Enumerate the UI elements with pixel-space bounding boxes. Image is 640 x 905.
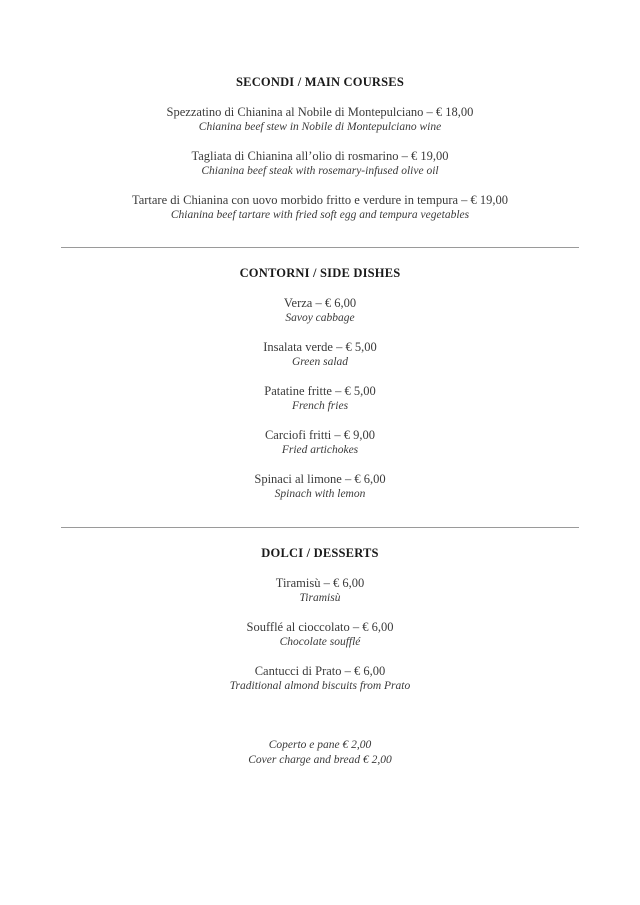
item-description: Tiramisù [299,592,341,604]
item-description: Chianina beef stew in Nobile di Montepulciano wine [198,121,442,133]
menu-item [0,296,640,325]
item-name: Carciofi fritti – € 9,00 [264,428,376,442]
item-name: Cantucci di Prato – € 6,00 [254,664,386,678]
item-name: Patatine fritte – € 5,00 [264,384,376,398]
menu-item [0,428,640,457]
item-description: Traditional almond biscuits from Prato [229,680,411,692]
item-description: Savoy cabbage [285,312,355,324]
section-title-main-courses: SECONDI / MAIN COURSES [236,75,404,89]
item-description: Chocolate soufflé [279,636,361,648]
menu-item [0,472,640,501]
section-title-desserts: DOLCI / DESSERTS [261,546,379,560]
cover-charge-english: Cover charge and bread € 2,00 [248,754,392,766]
cover-charge-italian: Coperto e pane € 2,00 [268,739,372,751]
cover-charge-note [0,738,640,768]
item-name: Spinaci al limone – € 6,00 [254,472,386,486]
item-name: Soufflé al cioccolato – € 6,00 [246,620,394,634]
item-name: Insalata verde – € 5,00 [263,340,377,354]
menu-item [0,576,640,605]
menu-item [0,340,640,369]
item-name: Verza – € 6,00 [283,296,357,310]
item-description: Spinach with lemon [274,488,366,500]
section-divider [61,247,579,248]
item-description: French fries [291,400,349,412]
item-name: Spezzatino di Chianina al Nobile di Montepulciano – € 18,00 [166,105,474,119]
item-description: Chianina beef steak with rosemary-infused olive oil [201,165,439,177]
item-description: Green salad [291,356,349,368]
item-description: Chianina beef tartare with fried soft egg and tempura vegetables [170,209,470,221]
section-title-side-dishes: CONTORNI / SIDE DISHES [239,266,401,280]
menu-item [0,149,640,178]
menu-item [0,620,640,649]
item-description: Fried artichokes [281,444,359,456]
menu-item [0,384,640,413]
menu-item [0,193,640,222]
item-name: Tagliata di Chianina all’olio di rosmarino – € 19,00 [191,149,449,163]
section-divider [61,527,579,528]
menu-item [0,105,640,134]
menu-item [0,664,640,693]
item-name: Tiramisù – € 6,00 [275,576,365,590]
item-name: Tartare di Chianina con uovo morbido fritto e verdure in tempura – € 19,00 [131,193,509,207]
